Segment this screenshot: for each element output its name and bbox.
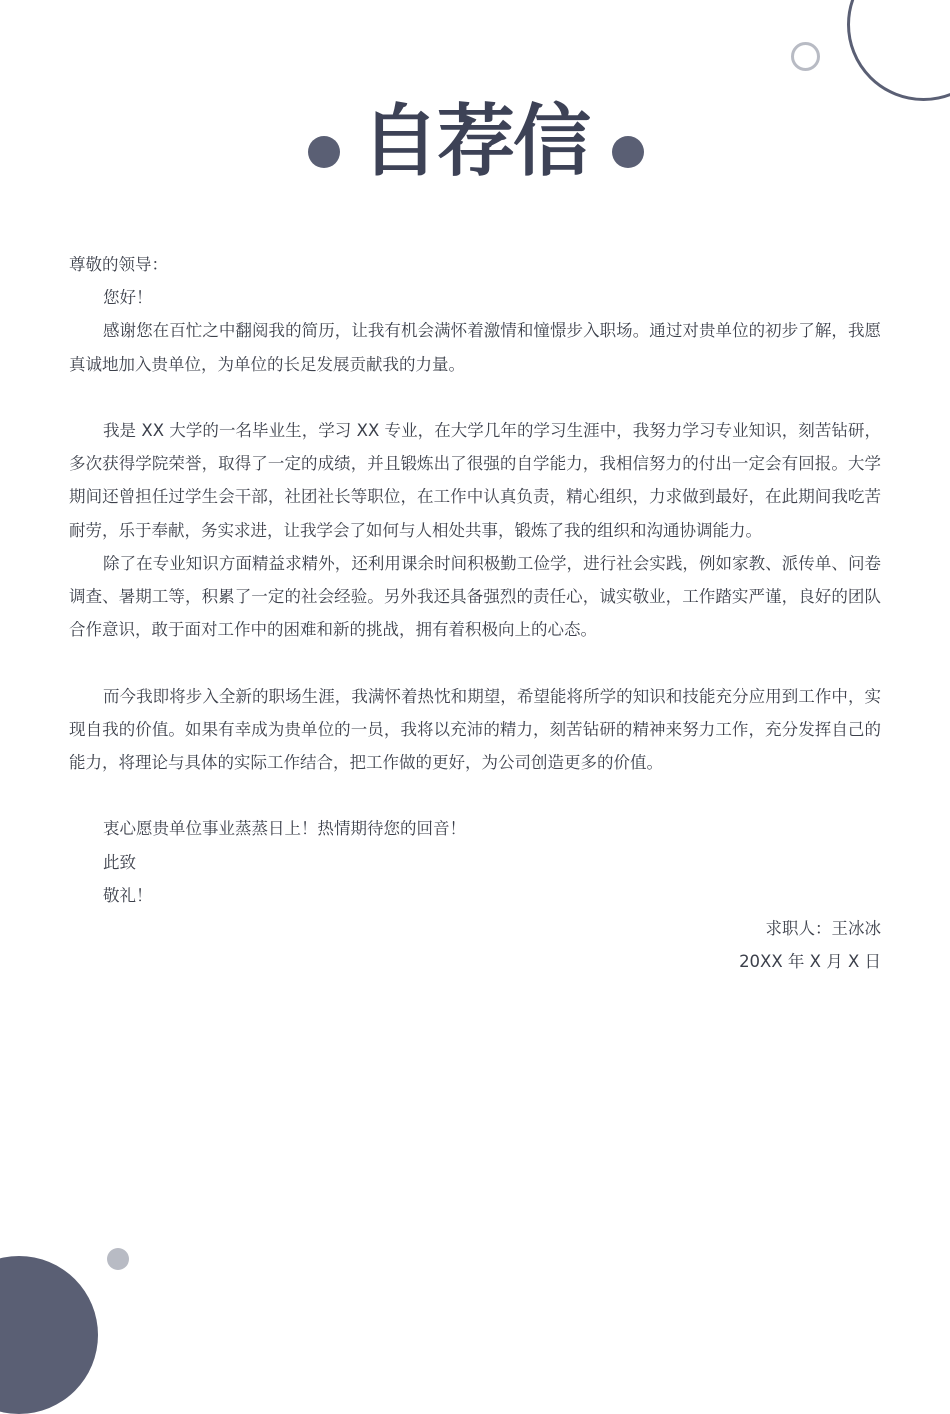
paragraph-experience: 除了在专业知识方面精益求精外，还利用课余时间积极勤工俭学，进行社会实践，例如家教、派传单、问卷调查、暑期工等，积累了一定的社会经验。另外我还具备强烈的责任心，诚实敬业，工作踏实严谨，良好的团队合作意识，敢于面对工作中的困难和新的挑战，拥有着积极向上的心态。 — [69, 553, 881, 640]
title-row — [0, 88, 950, 198]
closing-line-2: 敬礼！ — [103, 885, 153, 905]
paragraph-aspiration: 而今我即将步入全新的职场生涯，我满怀着热忱和期望，希望能将所学的知识和技能充分应用到工作中，实现自我的价值。如果有幸成为贵单位的一员，我将以充沛的精力，刻苦钻研的精神来努力工作，充分发挥自己的能力，将理论与具体的实际工作结合，把工作做的更好，为公司创造更多的价值。 — [69, 686, 881, 773]
decorative-ring-large — [847, 0, 950, 101]
paragraph-spacer — [69, 779, 881, 812]
decorative-disc-bottom — [0, 1256, 98, 1414]
letter-date: 20XX 年 X 月 X 日 — [739, 952, 881, 972]
decorative-ring-small — [791, 42, 820, 71]
paragraph-spacer — [69, 381, 881, 414]
title-dot-right — [612, 136, 644, 168]
closing-line-1: 此致 — [103, 852, 136, 872]
decorative-dot-bottom — [107, 1248, 129, 1270]
title-dot-left — [308, 136, 340, 168]
closing-wish: 衷心愿贵单位事业蒸蒸日上！热情期待您的回音！ — [103, 819, 466, 839]
letter-body — [69, 248, 881, 978]
paragraph-spacer — [69, 646, 881, 679]
salutation: 尊敬的领导： — [69, 255, 168, 274]
signature: 求职人：王冰冰 — [765, 919, 881, 939]
page-title: 自荐信 — [360, 97, 589, 187]
paragraph-education: 我是 XX 大学的一名毕业生，学习 XX 专业，在大学几年的学习生涯中，我努力学习专业知识，刻苦钻研，多次获得学院荣誉，取得了一定的成绩，并且锻炼出了很强的自学能力，我相信努力的付出一定会有回报。大学期间还曾担任过学生会干部，社团社长等职位，在工作中认真负责，精心组织，力求做到最好，在此期间我吃苦耐劳，乐于奉献，务实求进，让我学会了如何与人相处共事，锻炼了我的组织和沟通协调能力。 — [69, 421, 881, 540]
paragraph-intro: 感谢您在百忙之中翻阅我的简历，让我有机会满怀着激情和憧憬步入职场。通过对贵单位的初步了解，我愿真诚地加入贵单位，为单位的长足发展贡献我的力量。 — [69, 321, 881, 374]
greeting: 您好！ — [103, 288, 153, 308]
